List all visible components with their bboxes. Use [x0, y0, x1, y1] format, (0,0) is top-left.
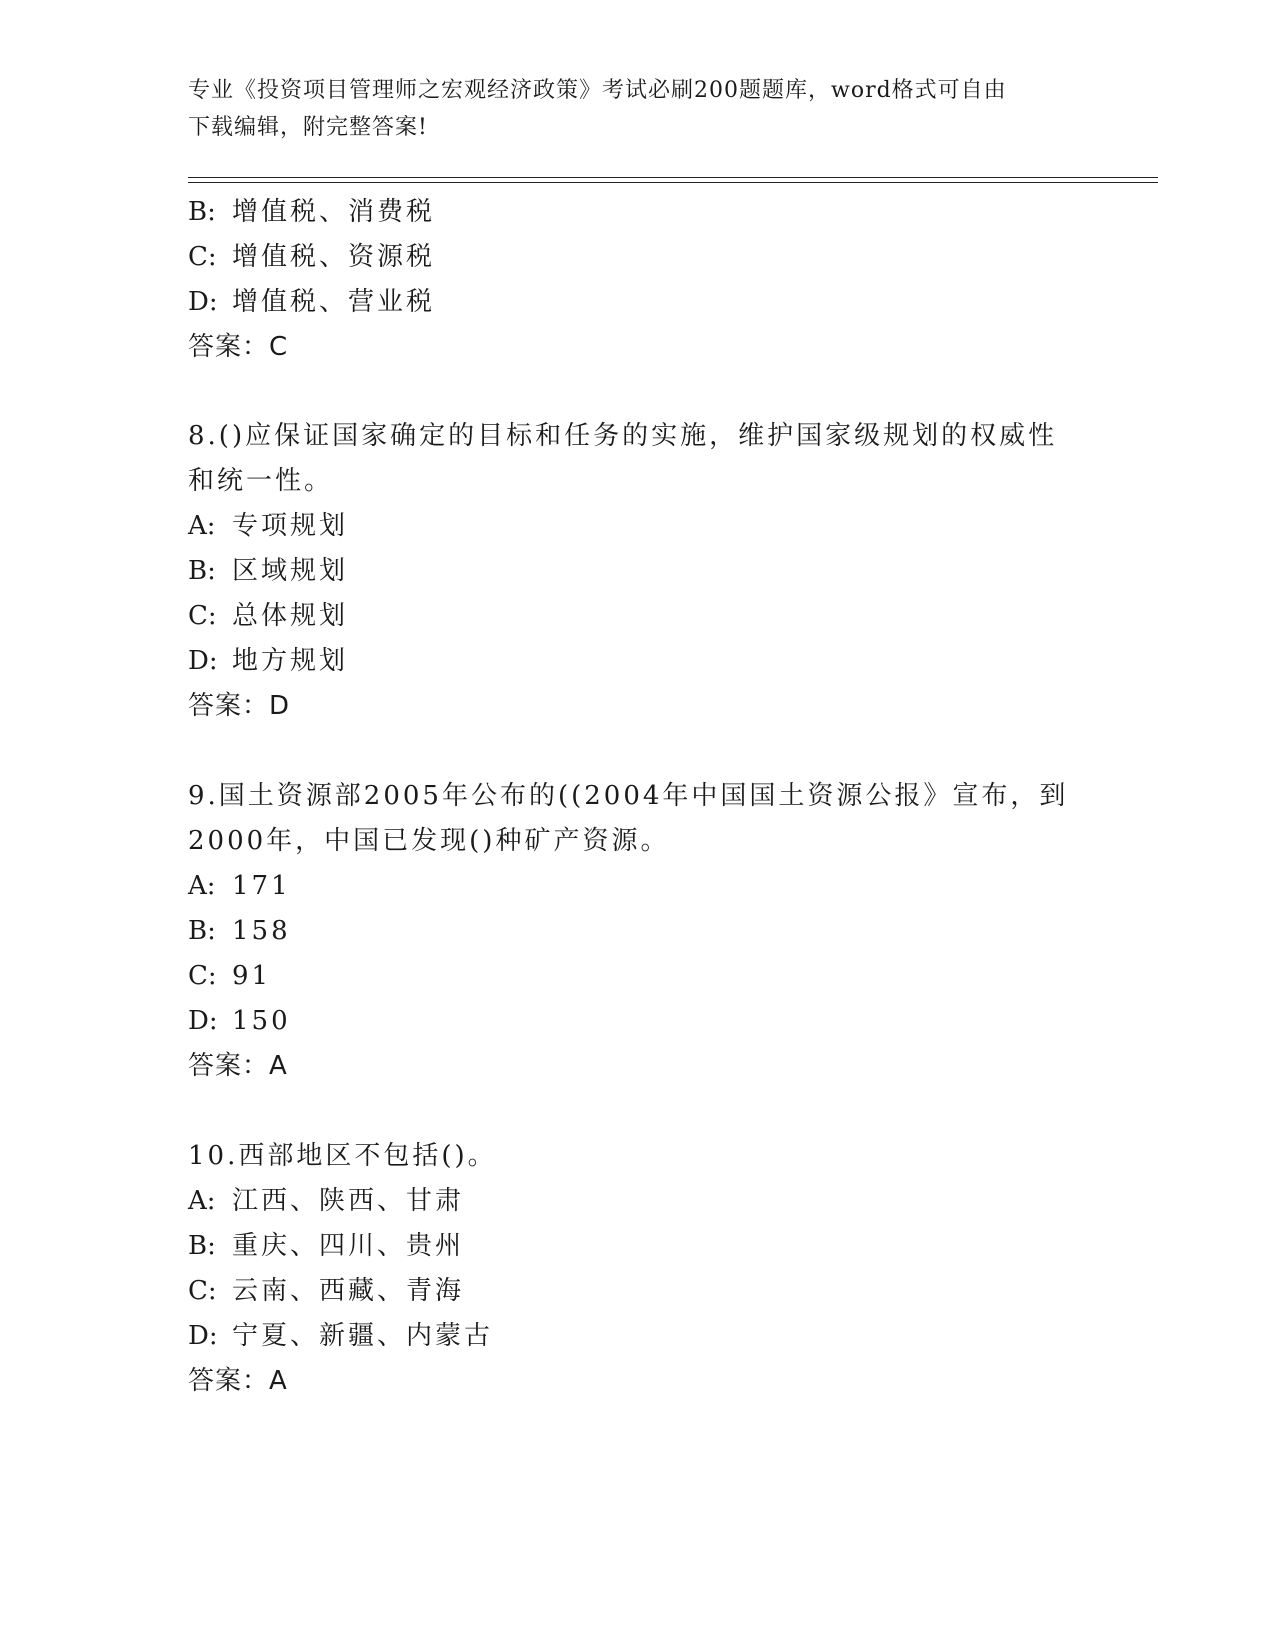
- q7-option-d: D: 增值税、营业税: [188, 287, 436, 317]
- q10-question-line-1: 10.西部地区不包括()。: [188, 1141, 497, 1171]
- q8-option-d: D: 地方规划: [188, 646, 349, 676]
- q9-answer: 答案：A: [188, 1051, 288, 1081]
- q7-option-c: C: 增值税、资源税: [188, 242, 436, 272]
- q8-question-line-1: 8.()应保证国家确定的目标和任务的实施，维护国家级规划的权威性: [188, 421, 1058, 451]
- q9-option-b: B: 158: [188, 916, 291, 946]
- q7-answer: 答案：C: [188, 332, 289, 362]
- q10-option-d: D: 宁夏、新疆、内蒙古: [188, 1321, 494, 1351]
- header-divider-top: [188, 177, 1158, 178]
- header-line-2: 下载编辑，附完整答案!: [188, 115, 428, 140]
- q7-option-b: B: 增值税、消费税: [188, 197, 436, 227]
- header-line-1: 专业《投资项目管理师之宏观经济政策》考试必刷200题题库，word格式可自由: [188, 78, 1007, 103]
- q9-question-line-2: 2000年，中国已发现()种矿产资源。: [188, 826, 670, 856]
- q10-option-c: C: 云南、西藏、青海: [188, 1276, 465, 1306]
- header-divider-bottom: [188, 182, 1158, 183]
- q8-option-c: C: 总体规划: [188, 601, 349, 631]
- q10-answer: 答案：A: [188, 1366, 288, 1396]
- q8-option-b: B: 区域规划: [188, 556, 349, 586]
- document-header: [188, 72, 1088, 146]
- q9-question-line-1: 9.国土资源部2005年公布的((2004年中国国土资源公报》宣布，到: [188, 781, 1069, 811]
- q8-question-line-2: 和统一性。: [188, 466, 334, 496]
- q10-option-a: A: 江西、陕西、甘肃: [188, 1186, 465, 1216]
- q8-option-a: A: 专项规划: [188, 511, 349, 541]
- q10-option-b: B: 重庆、四川、贵州: [188, 1231, 465, 1261]
- q9-option-d: D: 150: [188, 1006, 291, 1036]
- q8-answer: 答案：D: [188, 691, 291, 721]
- q9-option-a: A: 171: [188, 871, 291, 901]
- q9-option-c: C: 91: [188, 961, 272, 991]
